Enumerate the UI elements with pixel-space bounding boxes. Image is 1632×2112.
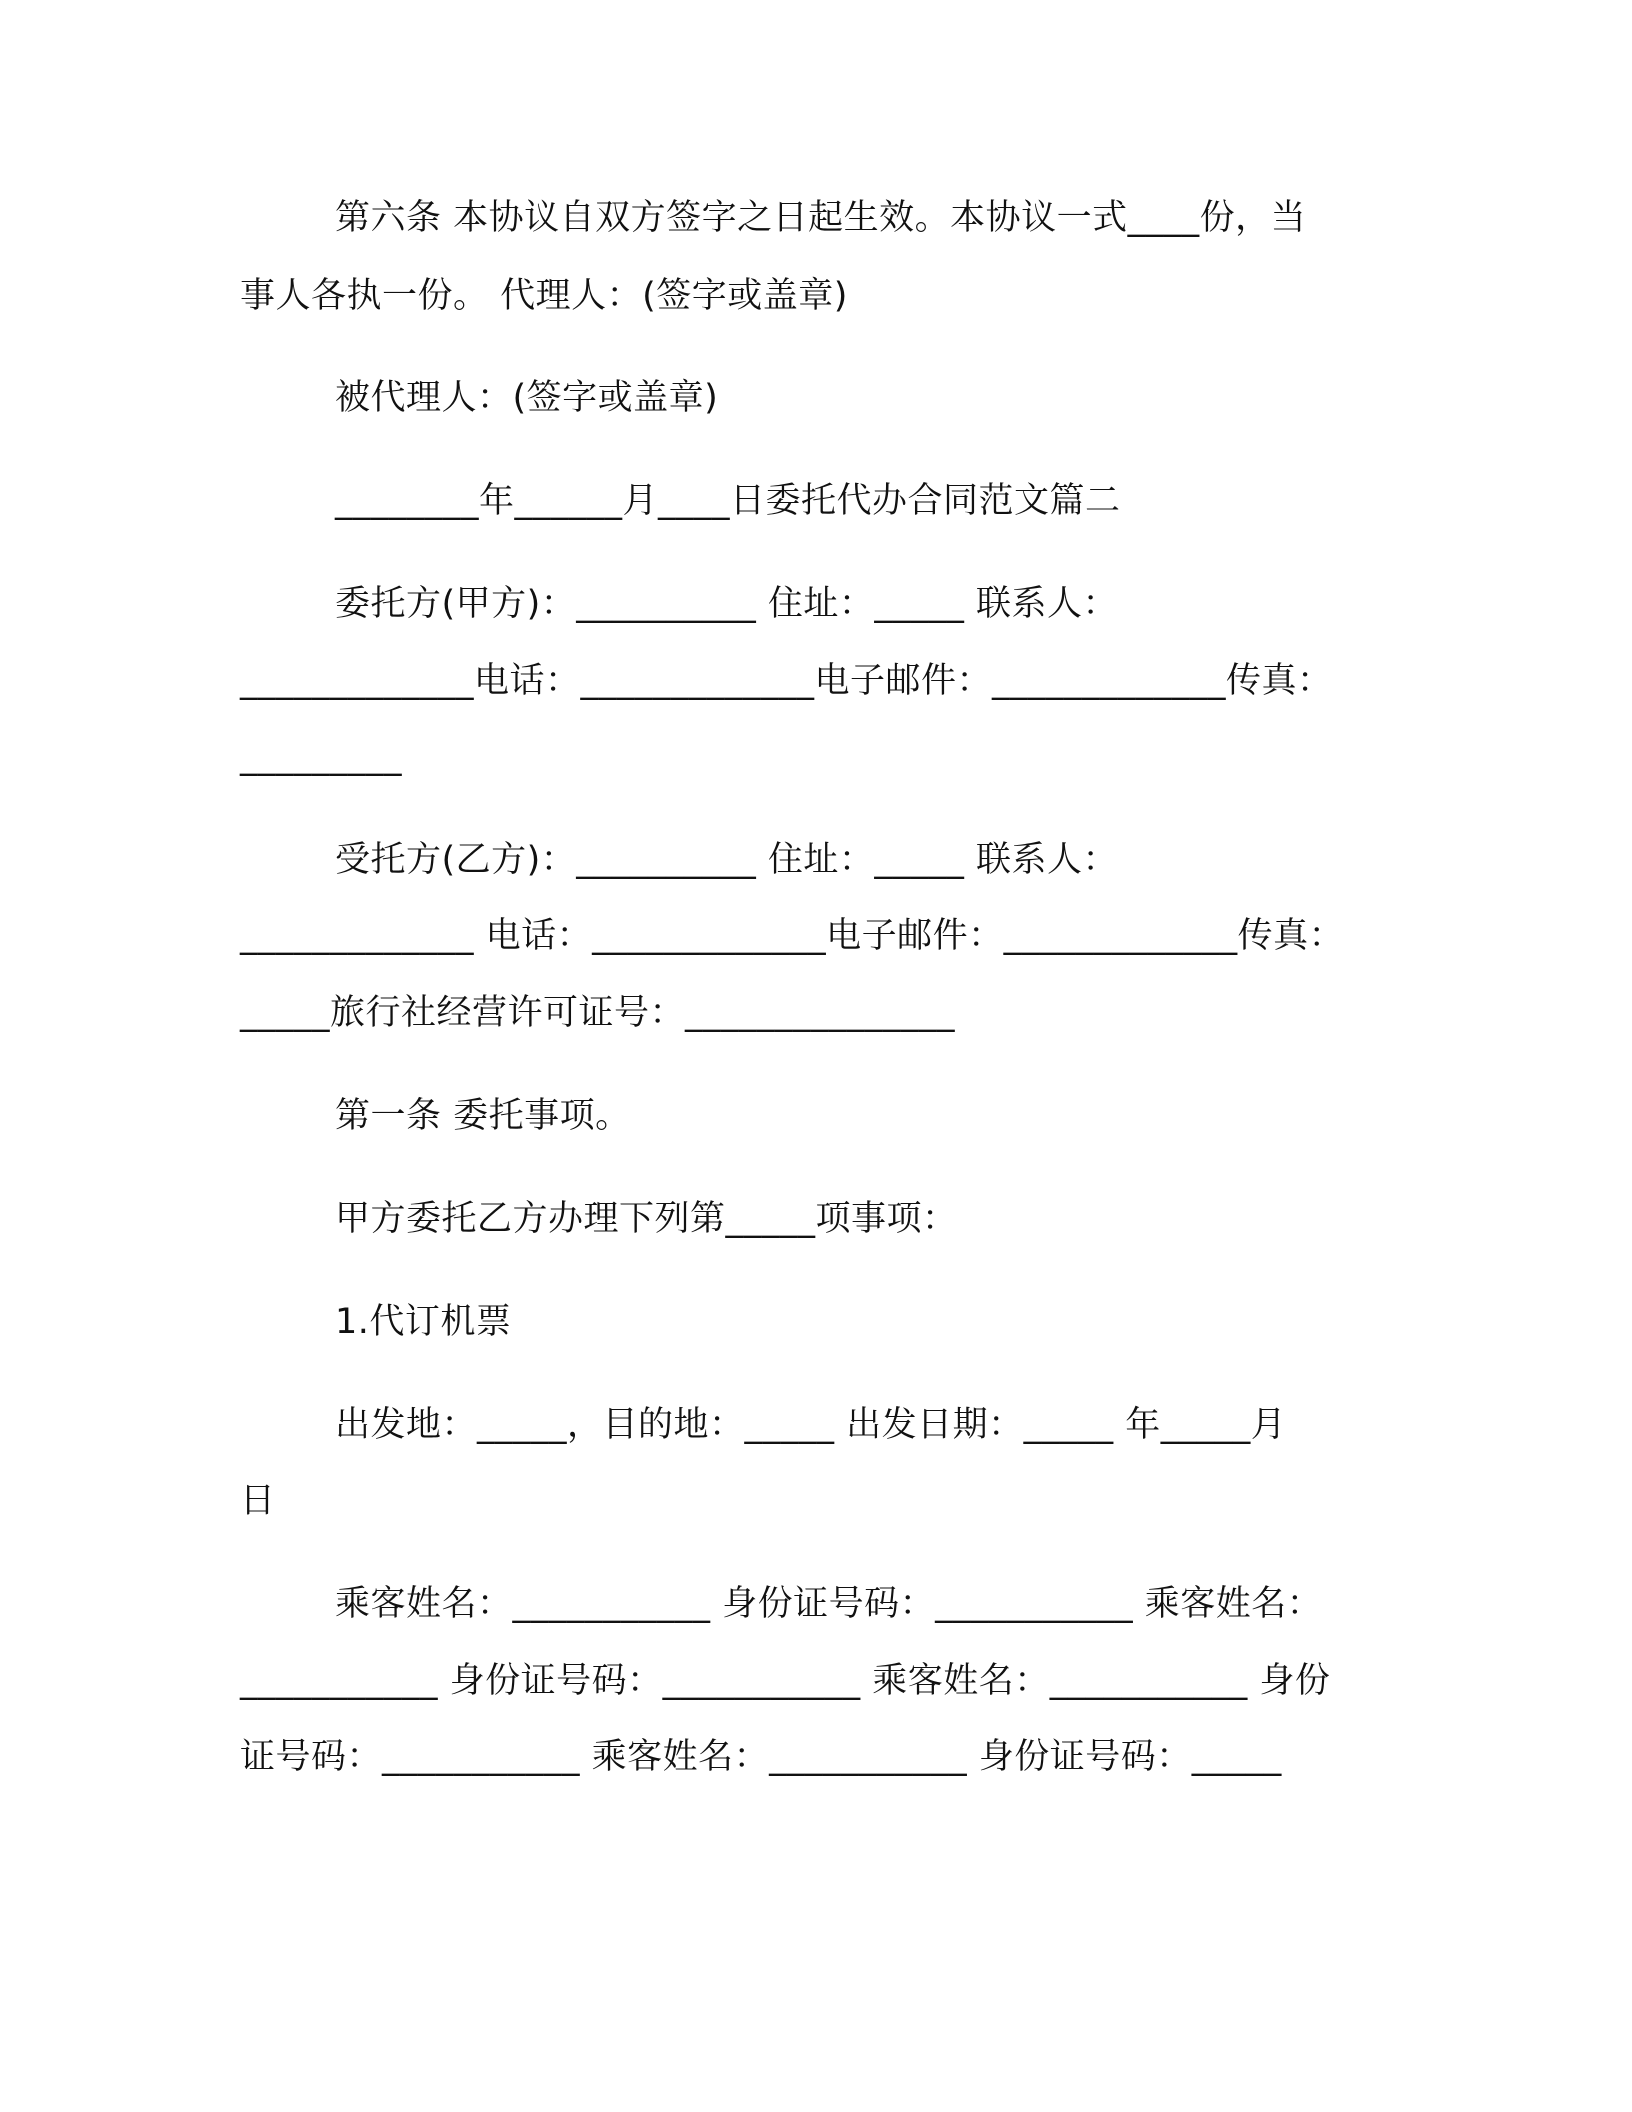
party-a-line-2: _____________电话：_____________电子邮件：_____________传真： <box>240 661 1333 701</box>
date-title-line: ________年______月____日委托代办合同范文篇二 <box>335 481 1121 521</box>
party-a-line-3: _________ <box>240 737 402 777</box>
article-one-heading: 第一条 委托事项。 <box>335 1096 631 1136</box>
party-a-line-1: 委托方(甲方)：__________ 住址：_____ 联系人： <box>335 584 1119 624</box>
passenger-line-2: ___________ 身份证号码：___________ 乘客姓名：___________ 身份 <box>240 1661 1331 1701</box>
party-b-line-2: _____________ 电话：_____________电子邮件：_____________传真： <box>240 916 1345 956</box>
departure-line-1: 出发地：_____，目的地：_____ 出发日期：_____ 年_____月 <box>335 1405 1287 1445</box>
passenger-line-1: 乘客姓名：___________ 身份证号码：___________ 乘客姓名： <box>335 1584 1323 1624</box>
entrusted-items-line: 甲方委托乙方办理下列第_____项事项： <box>335 1199 958 1239</box>
article-six-line-1: 第六条 本协议自双方签字之日起生效。本协议一式____份，当 <box>335 198 1307 238</box>
departure-line-2: 日 <box>240 1481 276 1521</box>
party-b-line-3: _____旅行社经营许可证号：_______________ <box>240 993 956 1033</box>
principal-signature-line: 被代理人：(签字或盖章) <box>335 378 719 418</box>
party-b-line-1: 受托方(乙方)：__________ 住址：_____ 联系人： <box>335 840 1119 880</box>
passenger-line-3: 证号码：___________ 乘客姓名：___________ 身份证号码：_____ <box>240 1737 1282 1777</box>
item-1-heading: 1.代订机票 <box>335 1302 512 1342</box>
article-six-line-2: 事人各执一份。 代理人：(签字或盖章) <box>240 276 848 316</box>
